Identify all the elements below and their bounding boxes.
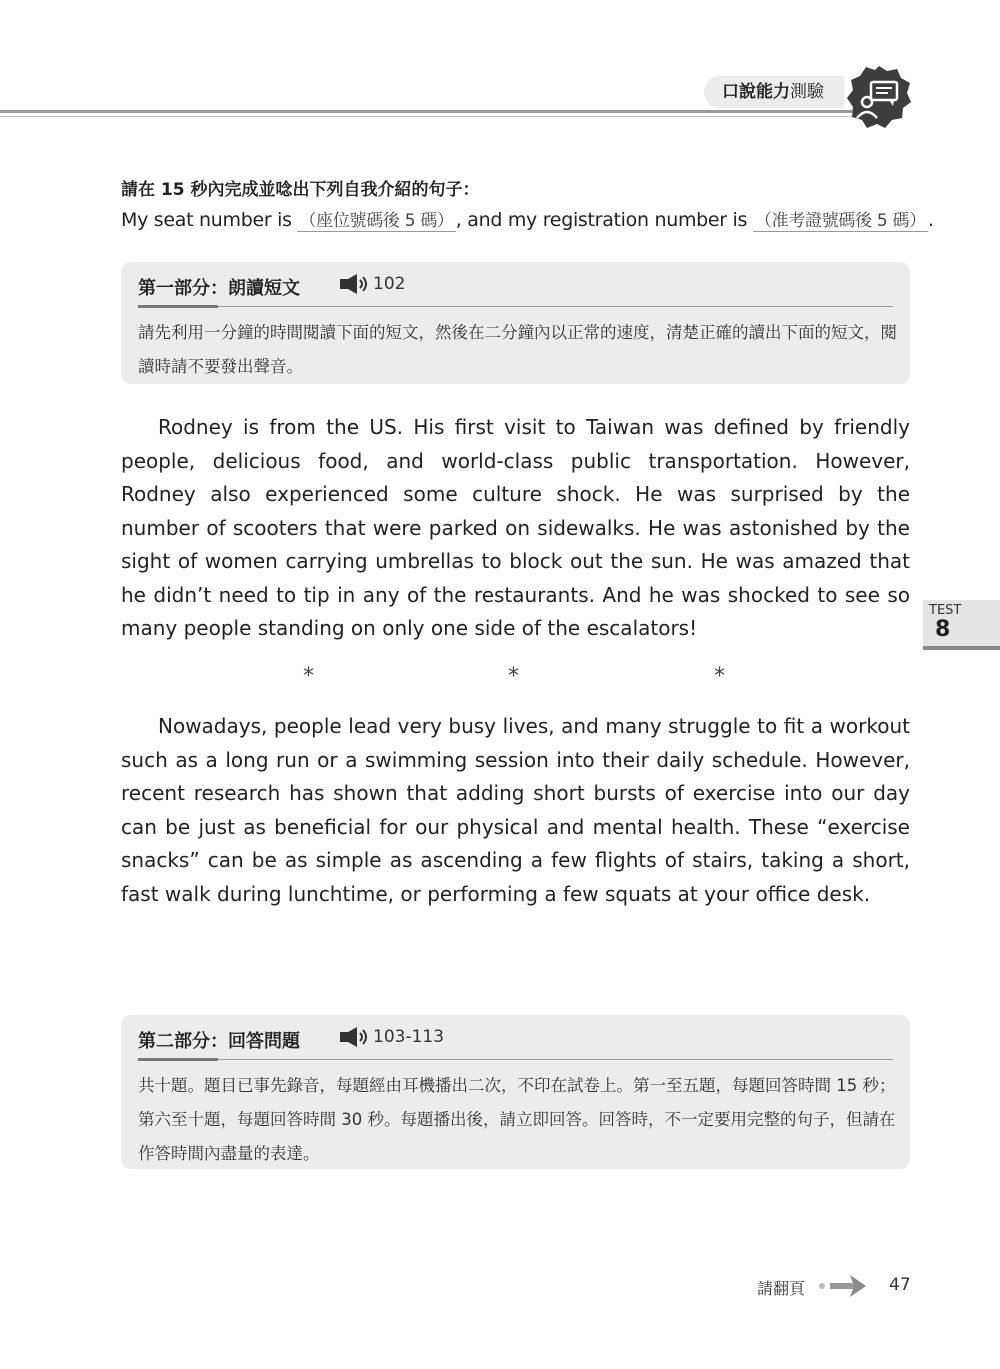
header-rule-thin [0,116,860,117]
part2-audio [339,1027,444,1047]
self-intro-sentence [121,206,934,232]
arrow-right-icon [816,1272,872,1300]
registration-number-blank: （准考證號碼後 5 碼） [753,206,928,232]
separator-star: * [303,664,314,689]
page-number: 47 [889,1275,911,1295]
sentence-end: . [927,209,934,231]
part2-box [121,1015,910,1169]
sentence-part1: My seat number is [121,209,292,231]
sentence-part2: , and my registration number is [455,209,748,231]
section-title: 口說能力測驗 [704,76,844,108]
part1-instruction: 請先利用一分鐘的時間閱讀下面的短文，然後在二分鐘內以正常的速度，清楚正確的讀出下面的短文，閱讀時請不要發出聲音。 [138,323,897,376]
separator-star: * [714,664,725,689]
test-tab-label: TEST [929,603,962,618]
part2-rule-accent [138,1058,218,1061]
part1-track: 102 [373,274,406,294]
turn-page-label: 請翻頁 [757,1279,806,1298]
instruction-title: 請在 15 秒內完成並唸出下列自我介紹的句子： [121,180,480,200]
passage-1: Rodney is from the US. His first visit to Taiwan was defined by friendly people, delicious food, and world-class public transportation. However, Rodney also experienced some culture shock. He was surprised by the number of scooters that were parked on sidewalks. He was astonished by the sight of women carrying umbrellas to block out the sun. He was amazed that he didn’t need to tip in any of the restaurants. And he was shocked to see so many people standing on only one side of the escalators! [121,415,910,640]
seat-number-blank: （座位號碼後 5 碼） [297,206,455,232]
test-tab-bar [923,646,1000,650]
part1-audio [339,274,405,294]
speaker-icon [339,1027,369,1047]
part2-heading: 第二部分：回答問題 [138,1031,300,1052]
part1-rule [138,306,893,307]
test-tab-number: 8 [935,617,951,642]
part2-track: 103-113 [373,1027,445,1047]
part1-heading: 第一部分：朗讀短文 [138,278,300,299]
part2-rule [138,1059,893,1060]
speaking-chat-icon [845,64,913,132]
passage-2: Nowadays, people lead very busy lives, and many struggle to fit a workout such as a long run or a swimming session into their daily schedule. However, recent research has shown that adding short bursts of exercise into our day can be just as beneficial for our physical and mental health. These “exercise snacks” can be as simple as ascending a few flights of stairs, taking a short, fast walk during lunchtime, or performing a few squats at your office desk. [121,714,910,906]
header-rule [0,110,860,113]
speaker-icon [339,274,369,294]
part2-instruction: 共十題。題目已事先錄音，每題經由耳機播出二次，不印在試卷上。第一至五題，每題回答時間 15 秒；第六至十題，每題回答時間 30 秒。每題播出後，請立即回答。回答時，不一定要用完整的句子，但請在作答時間內盡量的表達。 [138,1076,896,1163]
part1-rule-accent [138,305,218,308]
separator-star: * [508,664,519,689]
part1-box [121,262,910,384]
